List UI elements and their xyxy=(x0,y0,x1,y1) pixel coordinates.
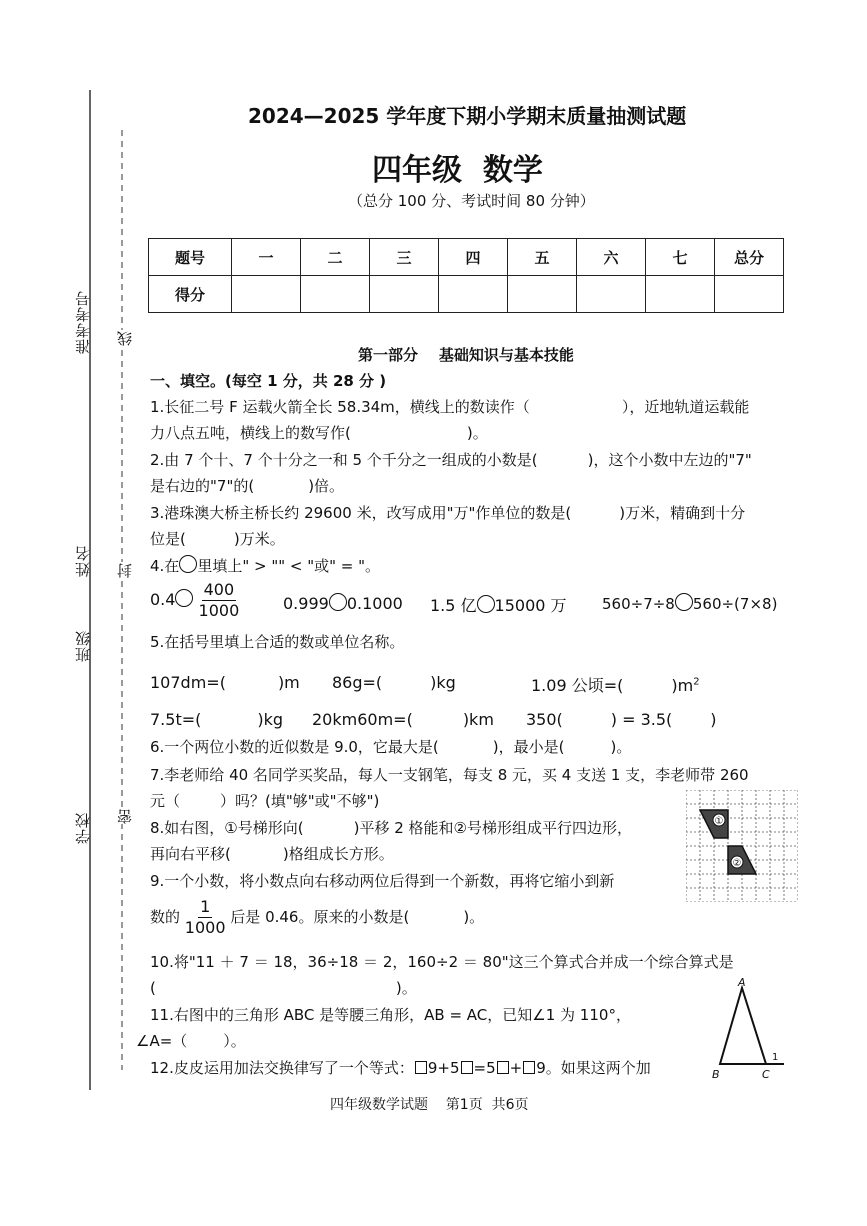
compare-circle[interactable] xyxy=(675,593,693,611)
part-title: 第一部分 基础知识与基本技能 xyxy=(358,346,574,364)
table-cell: 一 xyxy=(232,239,301,276)
score-cell[interactable] xyxy=(301,276,370,313)
score-table-score-row xyxy=(149,276,784,313)
question-11-line-2: ∠A=（ ）。 xyxy=(136,1032,246,1050)
question-10-line-2: ( )。 xyxy=(150,979,417,997)
vertex-a-label: A xyxy=(738,976,746,989)
score-cell[interactable] xyxy=(439,276,508,313)
question-8-line-1: 8.如右图，①号梯形向( )平移 2 格能和②号梯形组成平行四边形， xyxy=(150,819,633,837)
vertex-c-label: C xyxy=(762,1068,770,1081)
score-table xyxy=(148,238,784,313)
question-12: 12.皮皮运用加法交换律写了一个等式： 9+5 =5 + 9。如果这两个加 xyxy=(150,1059,651,1077)
score-cell[interactable] xyxy=(370,276,439,313)
table-cell: 四 xyxy=(439,239,508,276)
trapezoid-2-label: ② xyxy=(732,858,742,869)
table-cell: 题号 xyxy=(149,239,232,276)
question-5-row-1: 107dm=( )m xyxy=(150,673,300,692)
question-2-line-1: 2.由 7 个十、7 个十分之一和 5 个千分之一组成的小数是( )，这个小数中左边的"7" xyxy=(150,451,752,469)
score-cell[interactable] xyxy=(715,276,784,313)
question-4-title: 4.在 里填上" > "" < "或" = "。 xyxy=(150,557,381,575)
question-7-line-1: 7.李老师给 40 名同学买奖品，每人一支钢笔，每支 8 元，买 4 支送 1 支，李老师带 260 xyxy=(150,766,749,784)
question-4-item-2: 0.999 0.1000 xyxy=(283,594,403,613)
fraction: $\frac{1}{1000}$ xyxy=(184,897,226,937)
compare-circle[interactable] xyxy=(477,595,495,613)
sealed-mark: 密 xyxy=(116,808,134,824)
question-5-row-1-c: 1.09 公顷=( )$m^2$ xyxy=(531,676,700,695)
name-label: 姓名 xyxy=(74,545,92,577)
question-6: 6.一个两位小数的近似数是 9.0，它最大是( )，最小是( )。 xyxy=(150,738,632,756)
blank-square[interactable] xyxy=(461,1061,473,1074)
question-5-row-2-b: 20km60m=( )km xyxy=(312,710,494,729)
exam-title: 2024—2025 学年度下期小学期末质量抽测试题 xyxy=(248,104,687,128)
question-4-item-3: 1.5 亿 15000 万 xyxy=(430,596,567,615)
question-4-item-1: 0.4 $\frac{400}{1000}$ xyxy=(150,580,240,620)
score-cell[interactable] xyxy=(232,276,301,313)
table-cell: 六 xyxy=(577,239,646,276)
score-cell[interactable] xyxy=(508,276,577,313)
score-cell[interactable] xyxy=(646,276,715,313)
question-5-title: 5.在括号里填上合适的数或单位名称。 xyxy=(150,633,405,651)
table-cell: 七 xyxy=(646,239,715,276)
blank-square[interactable] xyxy=(497,1061,509,1074)
score-cell[interactable] xyxy=(577,276,646,313)
section-title: 一、填空。(每空 1 分，共 28 分 ) xyxy=(150,372,387,390)
exam-subtitle: （总分 100 分、考试时间 80 分钟） xyxy=(348,192,595,210)
circle-icon xyxy=(179,555,197,573)
question-2-line-2: 是右边的"7"的( )倍。 xyxy=(150,477,345,495)
subject-title: 四年级 数学 xyxy=(372,153,543,188)
question-5-row-1-b: 86g=( )kg xyxy=(332,673,456,692)
question-5-row-2: 7.5t=( )kg xyxy=(150,710,284,729)
trapezoid-1-label: ① xyxy=(714,816,724,827)
trapezoid-grid-figure xyxy=(686,790,798,902)
question-3-line-1: 3.港珠澳大桥主桥长约 29600 米，改写成用"万"作单位的数是( )万米，精确到十分 xyxy=(150,504,746,522)
fraction: $\frac{400}{1000}$ xyxy=(198,580,240,620)
question-9-line-1: 9.一个小数，将小数点向右移动两位后得到一个新数，再将它缩小到新 xyxy=(150,872,615,890)
compare-circle[interactable] xyxy=(329,593,347,611)
question-5-row-2-c: 350( ) = 3.5( ) xyxy=(526,710,717,729)
binding-line xyxy=(84,90,134,1090)
angle-1-label: 1 xyxy=(772,1052,779,1063)
blank-square[interactable] xyxy=(415,1061,427,1074)
exam-number-label: 准考考号 xyxy=(74,290,92,354)
table-cell: 三 xyxy=(370,239,439,276)
question-9-line-2: 数的 $\frac{1}{1000}$ 后是 0.46。原来的小数是( )。 xyxy=(150,897,485,937)
question-7-line-2: 元（ ）吗？(填"够"或"不够") xyxy=(150,792,380,810)
line-mark: 线 xyxy=(116,330,134,346)
question-1-line-2: 力八点五吨，横线上的数写作( )。 xyxy=(150,424,488,442)
compare-circle[interactable] xyxy=(175,589,193,607)
question-8-line-2: 再向右平移( )格组成长方形。 xyxy=(150,845,394,863)
page-footer: 四年级数学试题 第1页 共6页 xyxy=(330,1097,529,1113)
vertex-b-label: B xyxy=(712,1068,720,1081)
question-1-line-1: 1.长征二号 F 运载火箭全长 58.34m，横线上的数读作（ ），近地轨道运载能 xyxy=(150,398,750,416)
school-label: 学校 xyxy=(74,812,92,844)
question-4-item-4: 560÷7÷8 560÷(7×8) xyxy=(602,595,778,613)
blank-square[interactable] xyxy=(523,1061,535,1074)
seal-mark: 封 xyxy=(116,562,134,578)
question-3-line-2: 位是( )万米。 xyxy=(150,530,285,548)
score-table-header-row xyxy=(149,239,784,276)
table-cell: 二 xyxy=(301,239,370,276)
question-11-line-1: 11.右图中的三角形 ABC 是等腰三角形，AB = AC，已知∠1 为 110°， xyxy=(150,1006,631,1024)
table-cell: 得分 xyxy=(149,276,232,313)
class-label: 班级 xyxy=(74,630,92,662)
table-cell: 总分 xyxy=(715,239,784,276)
triangle-figure xyxy=(706,976,790,1084)
question-10-line-1: 10.将"11 ＋ 7 ＝ 18，36÷18 ＝ 2，160÷2 ＝ 80"这三个算式合并成一个综合算式是 xyxy=(150,953,734,971)
table-cell: 五 xyxy=(508,239,577,276)
